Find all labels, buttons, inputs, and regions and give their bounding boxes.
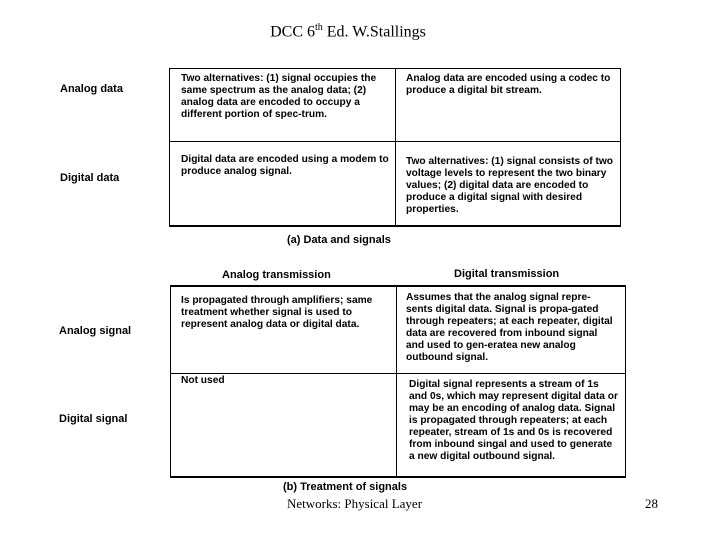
cell-digital-signal-digital-transmission: Digital signal represents a stream of 1s and 0s, which may represent digital data or may be an encoding of analog data. Signal is propagated through repeaters; at each repeater, stream of 1s and 0s is recovered from inbound singal and used to generate a new digital outbound signal.: [409, 379, 618, 462]
slide-title: DCC 6th Ed. W.Stallings: [270, 22, 426, 41]
table-a-caption: (a) Data and signals: [287, 234, 391, 246]
title-superscript: th: [315, 22, 323, 33]
row-label-analog-data: Analog data: [60, 83, 123, 95]
cell-digital-data-analog-signal: Digital data are encoded using a modem to produce analog signal.: [181, 154, 389, 177]
cell-digital-data-digital-signal: Two alternatives: (1) signal consists of two voltage levels to represent the two binary values; (2) digital data are encoded to produce a digital signal with desired properties.: [406, 156, 613, 215]
cell-analog-signal-digital-transmission: Assumes that the analog signal repre-sents digital data. Signal is propa-gated through repeaters; at each repeater, digital data are recovered from inbound signal and used to gen-eratea new analog outbound signal.: [406, 292, 613, 363]
row-label-analog-signal: Analog signal: [59, 325, 132, 337]
table-a-right-border: [620, 68, 621, 227]
page-number: 28: [645, 496, 658, 511]
table-b-top-border: [170, 285, 626, 287]
footer-text: Networks: Physical Layer: [287, 496, 423, 511]
table-a-left-border: [169, 68, 170, 227]
col-header-analog-transmission: Analog transmission: [222, 269, 331, 281]
row-label-digital-data: Digital data: [60, 172, 120, 184]
table-b-right-border: [625, 285, 626, 478]
table-b-left-border: [170, 285, 171, 478]
cell-digital-signal-analog-transmission: Not used: [181, 375, 225, 386]
cell-analog-signal-analog-transmission: Is propagated through amplifiers; same treatment whether signal is used to represent analog data or digital data.: [181, 295, 373, 330]
col-header-digital-transmission: Digital transmission: [454, 268, 560, 280]
cell-analog-data-digital-signal: Analog data are encoded using a codec to produce a digital bit stream.: [406, 73, 611, 96]
cell-analog-data-analog-signal: Two alternatives: (1) signal occupies the same spectrum as the analog data; (2) analog data are encoded to occupy a different portion of spec-trum.: [181, 73, 377, 120]
table-b-bottom-border: [170, 476, 626, 478]
row-label-digital-signal: Digital signal: [59, 413, 128, 425]
table-b-caption: (b) Treatment of signals: [283, 481, 408, 493]
